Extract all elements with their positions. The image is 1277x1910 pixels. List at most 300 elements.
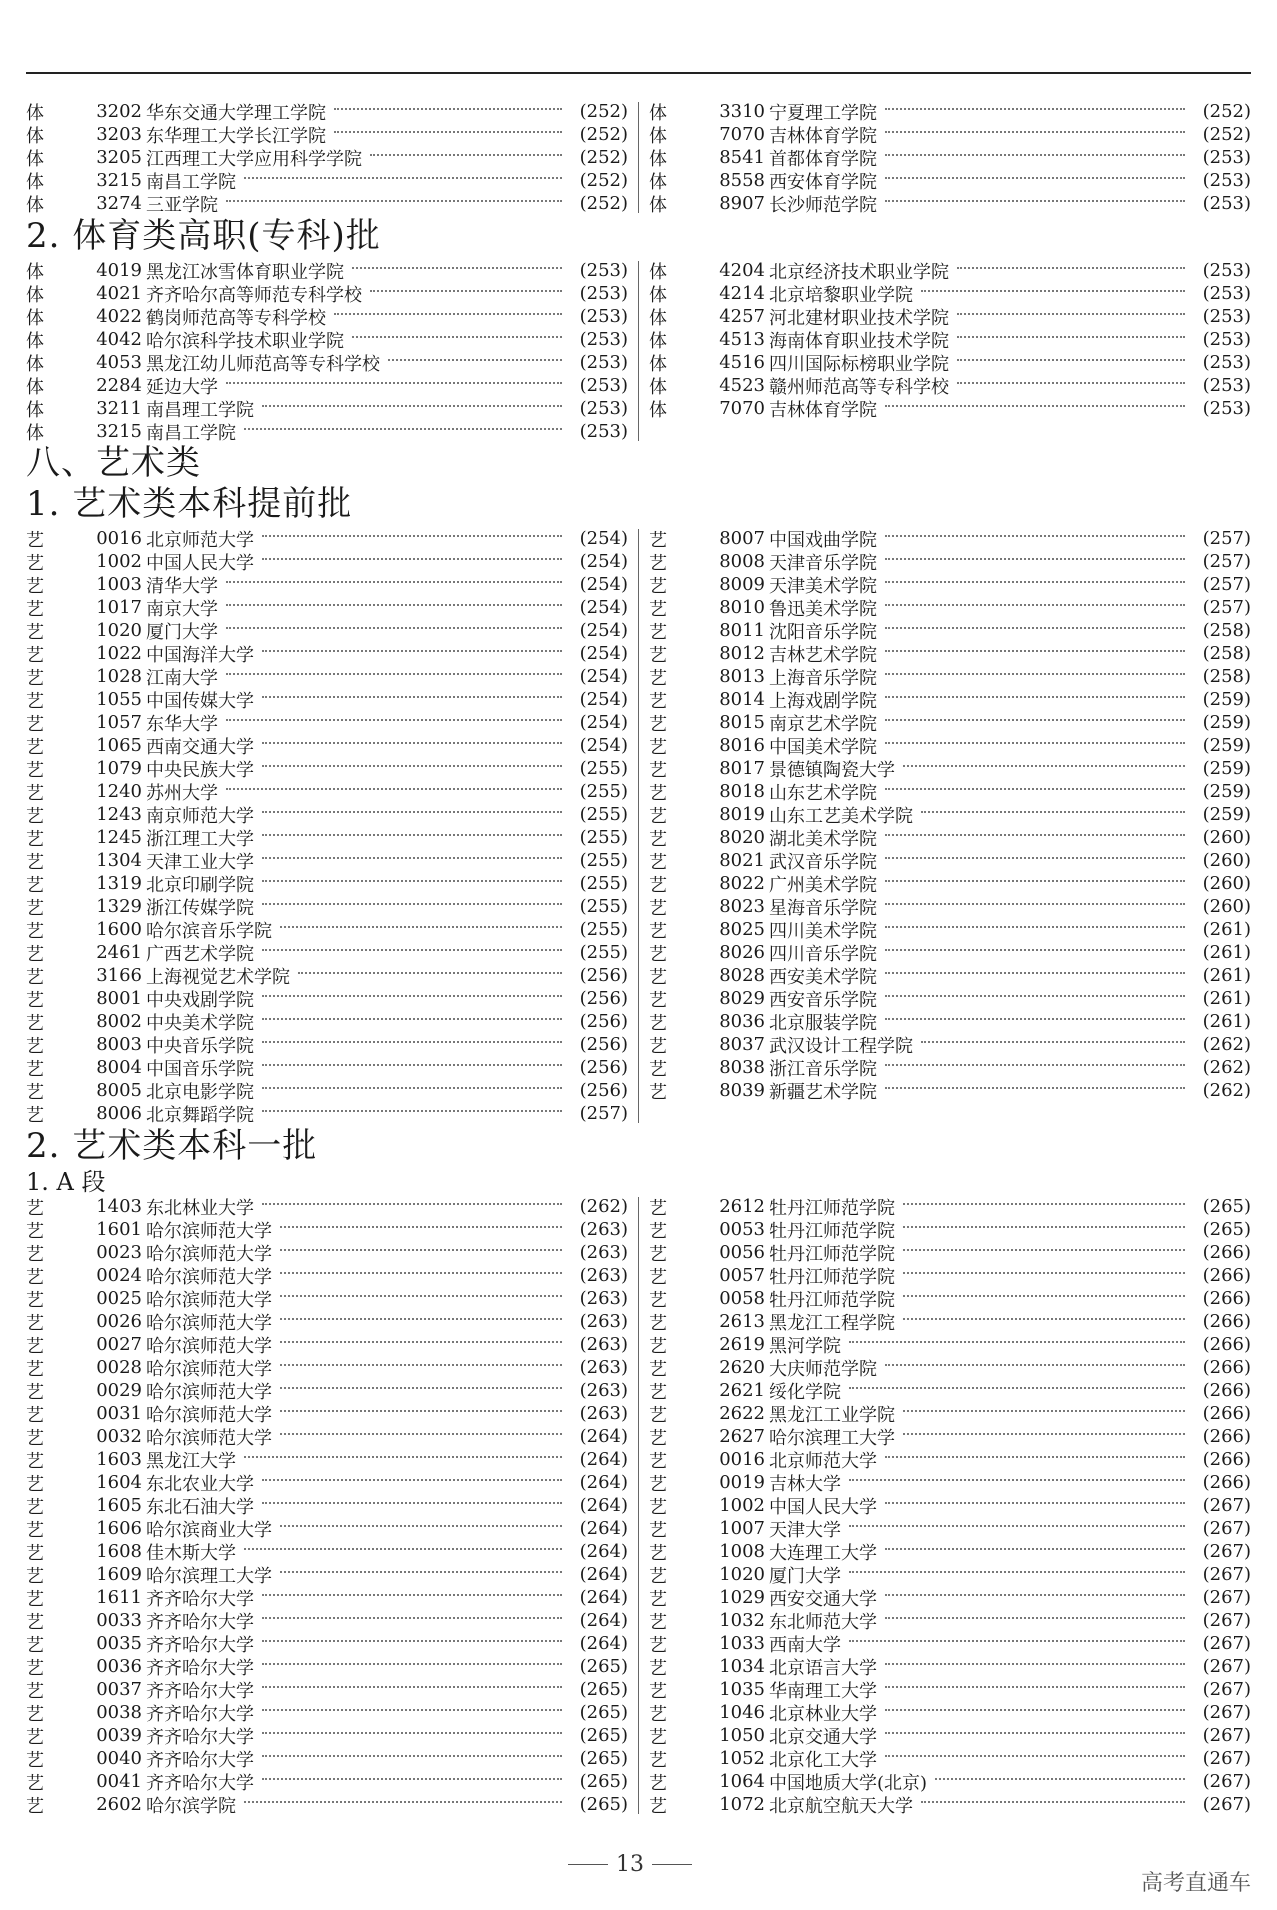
leader-dots bbox=[262, 1041, 562, 1043]
index-entry bbox=[649, 642, 1251, 665]
leader-dots bbox=[957, 382, 1185, 384]
entry-category: 艺 bbox=[649, 1404, 667, 1426]
entry-name: 上海视觉艺术学院 bbox=[146, 966, 290, 988]
leader-dots bbox=[244, 1456, 562, 1458]
leader-dots bbox=[280, 1433, 562, 1435]
entry-category: 艺 bbox=[26, 1381, 44, 1403]
entry-category: 艺 bbox=[649, 1565, 667, 1587]
entry-category: 艺 bbox=[26, 1496, 44, 1518]
entry-page: (265) bbox=[579, 1771, 628, 1792]
entry-page: (252) bbox=[579, 124, 628, 145]
index-entry bbox=[649, 1701, 1251, 1724]
entry-code: 8558 bbox=[719, 170, 765, 191]
entry-code: 2627 bbox=[719, 1426, 765, 1447]
leader-dots bbox=[903, 1410, 1185, 1412]
entry-category: 艺 bbox=[649, 1634, 667, 1656]
index-content bbox=[26, 100, 1251, 1816]
leader-dots bbox=[885, 719, 1185, 721]
entry-category: 艺 bbox=[649, 851, 667, 873]
leader-dots bbox=[885, 650, 1185, 652]
entry-category: 体 bbox=[26, 194, 44, 216]
entry-name: 北京航空航天大学 bbox=[769, 1795, 913, 1817]
entry-category: 艺 bbox=[26, 1312, 44, 1334]
entry-page: (267) bbox=[1202, 1633, 1251, 1654]
entry-category: 艺 bbox=[649, 1772, 667, 1794]
entry-category: 艺 bbox=[649, 1289, 667, 1311]
entry-page: (253) bbox=[1202, 306, 1251, 327]
entry-name: 黑龙江冰雪体育职业学院 bbox=[146, 261, 344, 283]
entry-category: 艺 bbox=[26, 1588, 44, 1610]
entry-name: 赣州师范高等专科学校 bbox=[769, 376, 949, 398]
entry-name: 天津大学 bbox=[769, 1519, 841, 1541]
index-entry bbox=[26, 711, 628, 734]
entry-name: 北京交通大学 bbox=[769, 1726, 877, 1748]
entry-page: (252) bbox=[1202, 101, 1251, 122]
entry-name: 南京师范大学 bbox=[146, 805, 254, 827]
leader-dots bbox=[262, 995, 562, 997]
entry-category: 艺 bbox=[649, 1473, 667, 1495]
entry-page: (257) bbox=[1202, 597, 1251, 618]
entry-name: 哈尔滨师范大学 bbox=[146, 1266, 272, 1288]
entry-code: 0035 bbox=[96, 1633, 142, 1654]
entry-code: 8012 bbox=[719, 643, 765, 664]
leader-dots bbox=[280, 1272, 562, 1274]
entry-category: 艺 bbox=[649, 1726, 667, 1748]
leader-dots bbox=[885, 405, 1185, 407]
entry-name: 牡丹江师范学院 bbox=[769, 1289, 895, 1311]
entry-name: 南京艺术学院 bbox=[769, 713, 877, 735]
leader-dots bbox=[885, 972, 1185, 974]
index-entry bbox=[649, 688, 1251, 711]
entry-code: 4257 bbox=[719, 306, 765, 327]
entry-code: 0025 bbox=[96, 1288, 142, 1309]
index-entry bbox=[26, 1724, 628, 1747]
leader-dots bbox=[885, 1364, 1185, 1366]
entry-code: 8007 bbox=[719, 528, 765, 549]
entry-code: 3203 bbox=[96, 124, 142, 145]
entry-page: (265) bbox=[579, 1679, 628, 1700]
index-entry bbox=[26, 169, 628, 192]
leader-dots bbox=[334, 313, 562, 315]
entry-page: (253) bbox=[1202, 147, 1251, 168]
entry-page: (261) bbox=[1202, 942, 1251, 963]
leader-dots bbox=[280, 1571, 562, 1573]
entry-name: 上海音乐学院 bbox=[769, 667, 877, 689]
entry-code: 1240 bbox=[96, 781, 142, 802]
entry-category: 艺 bbox=[26, 1795, 44, 1817]
entry-code: 8015 bbox=[719, 712, 765, 733]
leader-dots bbox=[262, 742, 562, 744]
leader-dots bbox=[903, 1318, 1185, 1320]
entry-category: 体 bbox=[649, 307, 667, 329]
entry-code: 0024 bbox=[96, 1265, 142, 1286]
entry-category: 艺 bbox=[26, 529, 44, 551]
index-entry bbox=[649, 1425, 1251, 1448]
entry-page: (267) bbox=[1202, 1771, 1251, 1792]
index-entry bbox=[649, 1010, 1251, 1033]
leader-dots bbox=[903, 1226, 1185, 1228]
index-entry bbox=[26, 328, 628, 351]
entry-code: 0016 bbox=[719, 1449, 765, 1470]
entry-category: 体 bbox=[26, 307, 44, 329]
entry-page: (259) bbox=[1202, 781, 1251, 802]
entry-name: 南昌理工学院 bbox=[146, 399, 254, 421]
entry-category: 艺 bbox=[649, 621, 667, 643]
leader-dots bbox=[885, 1064, 1185, 1066]
entry-code: 0028 bbox=[96, 1357, 142, 1378]
leader-dots bbox=[885, 1548, 1185, 1550]
entry-code: 1609 bbox=[96, 1564, 142, 1585]
entry-code: 1600 bbox=[96, 919, 142, 940]
entry-page: (254) bbox=[579, 666, 628, 687]
index-entry bbox=[649, 397, 1251, 420]
entry-code: 3202 bbox=[96, 101, 142, 122]
entry-code: 0027 bbox=[96, 1334, 142, 1355]
entry-code: 1601 bbox=[96, 1219, 142, 1240]
leader-dots bbox=[244, 1548, 562, 1550]
index-entry bbox=[26, 420, 628, 443]
index-entry bbox=[26, 1402, 628, 1425]
entry-code: 2621 bbox=[719, 1380, 765, 1401]
leader-dots bbox=[262, 1709, 562, 1711]
entry-page: (260) bbox=[1202, 873, 1251, 894]
entry-code: 3166 bbox=[96, 965, 142, 986]
leader-dots bbox=[262, 405, 562, 407]
entry-name: 北京电影学院 bbox=[146, 1081, 254, 1103]
entry-code: 0026 bbox=[96, 1311, 142, 1332]
left-column bbox=[26, 259, 628, 443]
entry-code: 4513 bbox=[719, 329, 765, 350]
leader-dots bbox=[921, 1041, 1185, 1043]
entry-code: 1243 bbox=[96, 804, 142, 825]
leader-dots bbox=[262, 1064, 562, 1066]
entry-category: 艺 bbox=[26, 690, 44, 712]
entry-category: 艺 bbox=[26, 1611, 44, 1633]
index-entry bbox=[649, 328, 1251, 351]
entry-page: (254) bbox=[579, 735, 628, 756]
leader-dots bbox=[903, 1272, 1185, 1274]
entry-page: (259) bbox=[1202, 735, 1251, 756]
entry-name: 中央戏剧学院 bbox=[146, 989, 254, 1011]
entry-code: 0033 bbox=[96, 1610, 142, 1631]
entry-category: 艺 bbox=[649, 782, 667, 804]
entry-name: 苏州大学 bbox=[146, 782, 218, 804]
entry-code: 1032 bbox=[719, 1610, 765, 1631]
entry-code: 1033 bbox=[719, 1633, 765, 1654]
entry-name: 中国人民大学 bbox=[146, 552, 254, 574]
index-entry bbox=[26, 259, 628, 282]
entry-category: 艺 bbox=[26, 1266, 44, 1288]
index-entry bbox=[26, 282, 628, 305]
leader-dots bbox=[280, 1525, 562, 1527]
leader-dots bbox=[280, 926, 562, 928]
entry-name: 南京大学 bbox=[146, 598, 218, 620]
entry-name: 中国地质大学(北京) bbox=[769, 1772, 928, 1794]
entry-code: 2602 bbox=[96, 1794, 142, 1815]
index-entry bbox=[26, 374, 628, 397]
entry-page: (267) bbox=[1202, 1748, 1251, 1769]
entry-name: 哈尔滨师范大学 bbox=[146, 1381, 272, 1403]
entry-page: (256) bbox=[579, 1057, 628, 1078]
section-heading: 2. 艺术类本科一批 bbox=[26, 1126, 318, 1166]
entry-code: 1008 bbox=[719, 1541, 765, 1562]
entry-code: 3211 bbox=[96, 398, 142, 419]
entry-code: 1403 bbox=[96, 1196, 142, 1217]
entry-category: 体 bbox=[649, 261, 667, 283]
entry-code: 1020 bbox=[96, 620, 142, 641]
entry-category: 艺 bbox=[26, 851, 44, 873]
entry-page: (266) bbox=[1202, 1449, 1251, 1470]
entry-code: 8026 bbox=[719, 942, 765, 963]
leader-dots bbox=[885, 1686, 1185, 1688]
index-entry bbox=[26, 573, 628, 596]
entry-page: (266) bbox=[1202, 1426, 1251, 1447]
leader-dots bbox=[280, 1226, 562, 1228]
entry-name: 厦门大学 bbox=[769, 1565, 841, 1587]
entry-category: 体 bbox=[26, 353, 44, 375]
leader-dots bbox=[262, 1617, 562, 1619]
index-entry bbox=[649, 1310, 1251, 1333]
right-column bbox=[649, 527, 1251, 1125]
entry-name: 东华大学 bbox=[146, 713, 218, 735]
entry-page: (258) bbox=[1202, 666, 1251, 687]
left-column bbox=[26, 527, 628, 1125]
entry-name: 山东艺术学院 bbox=[769, 782, 877, 804]
index-entry bbox=[649, 1770, 1251, 1793]
entry-code: 8017 bbox=[719, 758, 765, 779]
entry-category: 艺 bbox=[649, 598, 667, 620]
entry-code: 8013 bbox=[719, 666, 765, 687]
entry-page: (261) bbox=[1202, 1011, 1251, 1032]
footer-brand: 高考直通车 bbox=[1140, 1871, 1251, 1896]
entry-code: 0057 bbox=[719, 1265, 765, 1286]
leader-dots bbox=[885, 880, 1185, 882]
entry-page: (254) bbox=[579, 643, 628, 664]
entry-code: 4053 bbox=[96, 352, 142, 373]
index-entry bbox=[649, 1448, 1251, 1471]
entry-code: 0040 bbox=[96, 1748, 142, 1769]
entry-code: 1007 bbox=[719, 1518, 765, 1539]
index-entry bbox=[26, 688, 628, 711]
entry-code: 0016 bbox=[96, 528, 142, 549]
entry-code: 4516 bbox=[719, 352, 765, 373]
entry-page: (266) bbox=[1202, 1334, 1251, 1355]
entry-page: (258) bbox=[1202, 643, 1251, 664]
entry-code: 8016 bbox=[719, 735, 765, 756]
entry-category: 艺 bbox=[649, 1450, 667, 1472]
leader-dots bbox=[885, 558, 1185, 560]
entry-page: (266) bbox=[1202, 1265, 1251, 1286]
entry-code: 3205 bbox=[96, 147, 142, 168]
entry-page: (253) bbox=[1202, 352, 1251, 373]
entry-page: (252) bbox=[579, 101, 628, 122]
entry-category: 体 bbox=[26, 125, 44, 147]
index-entry bbox=[649, 169, 1251, 192]
index-entry bbox=[649, 1540, 1251, 1563]
entry-code: 2284 bbox=[96, 375, 142, 396]
leader-dots bbox=[885, 1594, 1185, 1596]
leader-dots bbox=[903, 1203, 1185, 1205]
entry-category: 艺 bbox=[26, 1104, 44, 1126]
leader-dots bbox=[885, 1617, 1185, 1619]
index-entry bbox=[649, 665, 1251, 688]
index-entry bbox=[26, 1770, 628, 1793]
index-entry bbox=[649, 1609, 1251, 1632]
entry-page: (252) bbox=[579, 147, 628, 168]
entry-code: 1603 bbox=[96, 1449, 142, 1470]
entry-category: 艺 bbox=[649, 966, 667, 988]
leader-dots bbox=[262, 949, 562, 951]
leader-dots bbox=[244, 177, 562, 179]
leader-dots bbox=[262, 857, 562, 859]
entry-category: 艺 bbox=[649, 920, 667, 942]
entry-page: (263) bbox=[579, 1403, 628, 1424]
leader-dots bbox=[849, 1479, 1185, 1481]
index-entry bbox=[649, 895, 1251, 918]
index-entry bbox=[26, 1079, 628, 1102]
entry-name: 牡丹江师范学院 bbox=[769, 1220, 895, 1242]
entry-name: 西安体育学院 bbox=[769, 171, 877, 193]
entry-code: 2620 bbox=[719, 1357, 765, 1378]
entry-code: 8020 bbox=[719, 827, 765, 848]
entry-code: 8018 bbox=[719, 781, 765, 802]
entry-name: 哈尔滨师范大学 bbox=[146, 1312, 272, 1334]
entry-page: (266) bbox=[1202, 1380, 1251, 1401]
entry-code: 2613 bbox=[719, 1311, 765, 1332]
index-entry bbox=[26, 1195, 628, 1218]
entry-code: 8014 bbox=[719, 689, 765, 710]
entry-name: 中央美术学院 bbox=[146, 1012, 254, 1034]
entry-code: 8006 bbox=[96, 1103, 142, 1124]
entry-category: 艺 bbox=[649, 1519, 667, 1541]
entry-page: (253) bbox=[1202, 283, 1251, 304]
entry-page: (264) bbox=[579, 1587, 628, 1608]
leader-dots bbox=[885, 926, 1185, 928]
index-entry bbox=[26, 1678, 628, 1701]
leader-dots bbox=[885, 742, 1185, 744]
entry-code: 3310 bbox=[719, 101, 765, 122]
index-entry bbox=[649, 849, 1251, 872]
entry-page: (255) bbox=[579, 781, 628, 802]
entry-category: 体 bbox=[649, 102, 667, 124]
index-entry bbox=[26, 1056, 628, 1079]
index-entry bbox=[26, 192, 628, 215]
entry-page: (253) bbox=[579, 306, 628, 327]
entry-category: 艺 bbox=[649, 1749, 667, 1771]
entry-category: 艺 bbox=[649, 874, 667, 896]
entry-page: (253) bbox=[579, 375, 628, 396]
entry-page: (254) bbox=[579, 528, 628, 549]
page-number-dash-right bbox=[652, 1864, 692, 1865]
leader-dots bbox=[885, 1663, 1185, 1665]
entry-code: 1329 bbox=[96, 896, 142, 917]
index-entry bbox=[26, 1655, 628, 1678]
entry-code: 8022 bbox=[719, 873, 765, 894]
entry-code: 1605 bbox=[96, 1495, 142, 1516]
index-entry bbox=[26, 757, 628, 780]
leader-dots bbox=[885, 1732, 1185, 1734]
leader-dots bbox=[957, 359, 1185, 361]
entry-category: 体 bbox=[649, 284, 667, 306]
index-entry bbox=[26, 1379, 628, 1402]
index-entry bbox=[649, 1655, 1251, 1678]
entry-name: 北京语言大学 bbox=[769, 1657, 877, 1679]
index-entry bbox=[26, 987, 628, 1010]
entry-code: 1035 bbox=[719, 1679, 765, 1700]
entry-page: (260) bbox=[1202, 827, 1251, 848]
entry-page: (264) bbox=[579, 1495, 628, 1516]
leader-dots bbox=[280, 1295, 562, 1297]
entry-code: 1050 bbox=[719, 1725, 765, 1746]
entry-name: 大庆师范学院 bbox=[769, 1358, 877, 1380]
entry-code: 8005 bbox=[96, 1080, 142, 1101]
entry-category: 体 bbox=[26, 284, 44, 306]
index-entry bbox=[26, 1494, 628, 1517]
leader-dots bbox=[352, 336, 562, 338]
entry-name: 西安美术学院 bbox=[769, 966, 877, 988]
index-entry bbox=[649, 1264, 1251, 1287]
entry-name: 景德镇陶瓷大学 bbox=[769, 759, 895, 781]
entry-name: 哈尔滨科学技术职业学院 bbox=[146, 330, 344, 352]
entry-name: 哈尔滨理工大学 bbox=[769, 1427, 895, 1449]
entry-category: 艺 bbox=[26, 805, 44, 827]
entry-category: 艺 bbox=[26, 1035, 44, 1057]
entry-code: 8010 bbox=[719, 597, 765, 618]
entry-columns bbox=[26, 527, 1251, 1125]
index-entry bbox=[26, 895, 628, 918]
index-entry bbox=[649, 1793, 1251, 1816]
entry-category: 艺 bbox=[649, 1611, 667, 1633]
index-entry bbox=[26, 1287, 628, 1310]
entry-page: (255) bbox=[579, 919, 628, 940]
index-entry bbox=[649, 305, 1251, 328]
entry-page: (265) bbox=[579, 1725, 628, 1746]
entry-page: (264) bbox=[579, 1564, 628, 1585]
entry-name: 哈尔滨师范大学 bbox=[146, 1289, 272, 1311]
leader-dots bbox=[885, 696, 1185, 698]
index-entry bbox=[26, 123, 628, 146]
entry-code: 4019 bbox=[96, 260, 142, 281]
index-entry bbox=[26, 1540, 628, 1563]
entry-category: 艺 bbox=[649, 575, 667, 597]
entry-category: 艺 bbox=[26, 1197, 44, 1219]
entry-category: 艺 bbox=[26, 713, 44, 735]
entry-code: 1022 bbox=[96, 643, 142, 664]
entry-code: 0023 bbox=[96, 1242, 142, 1263]
entry-name: 中国海洋大学 bbox=[146, 644, 254, 666]
entry-page: (257) bbox=[579, 1103, 628, 1124]
entry-code: 0039 bbox=[96, 1725, 142, 1746]
leader-dots bbox=[849, 1341, 1185, 1343]
right-column bbox=[649, 100, 1251, 215]
entry-page: (265) bbox=[579, 1702, 628, 1723]
index-entry bbox=[649, 1033, 1251, 1056]
entry-name: 中国美术学院 bbox=[769, 736, 877, 758]
leader-dots bbox=[244, 428, 562, 430]
leader-dots bbox=[903, 1295, 1185, 1297]
entry-code: 1055 bbox=[96, 689, 142, 710]
entry-name: 东北农业大学 bbox=[146, 1473, 254, 1495]
leader-dots bbox=[262, 903, 562, 905]
entry-page: (253) bbox=[1202, 375, 1251, 396]
entry-category: 艺 bbox=[649, 1795, 667, 1817]
entry-name: 中央音乐学院 bbox=[146, 1035, 254, 1057]
entry-category: 艺 bbox=[26, 1473, 44, 1495]
entry-category: 艺 bbox=[26, 1703, 44, 1725]
leader-dots bbox=[280, 1364, 562, 1366]
entry-category: 艺 bbox=[649, 1197, 667, 1219]
index-entry bbox=[26, 527, 628, 550]
